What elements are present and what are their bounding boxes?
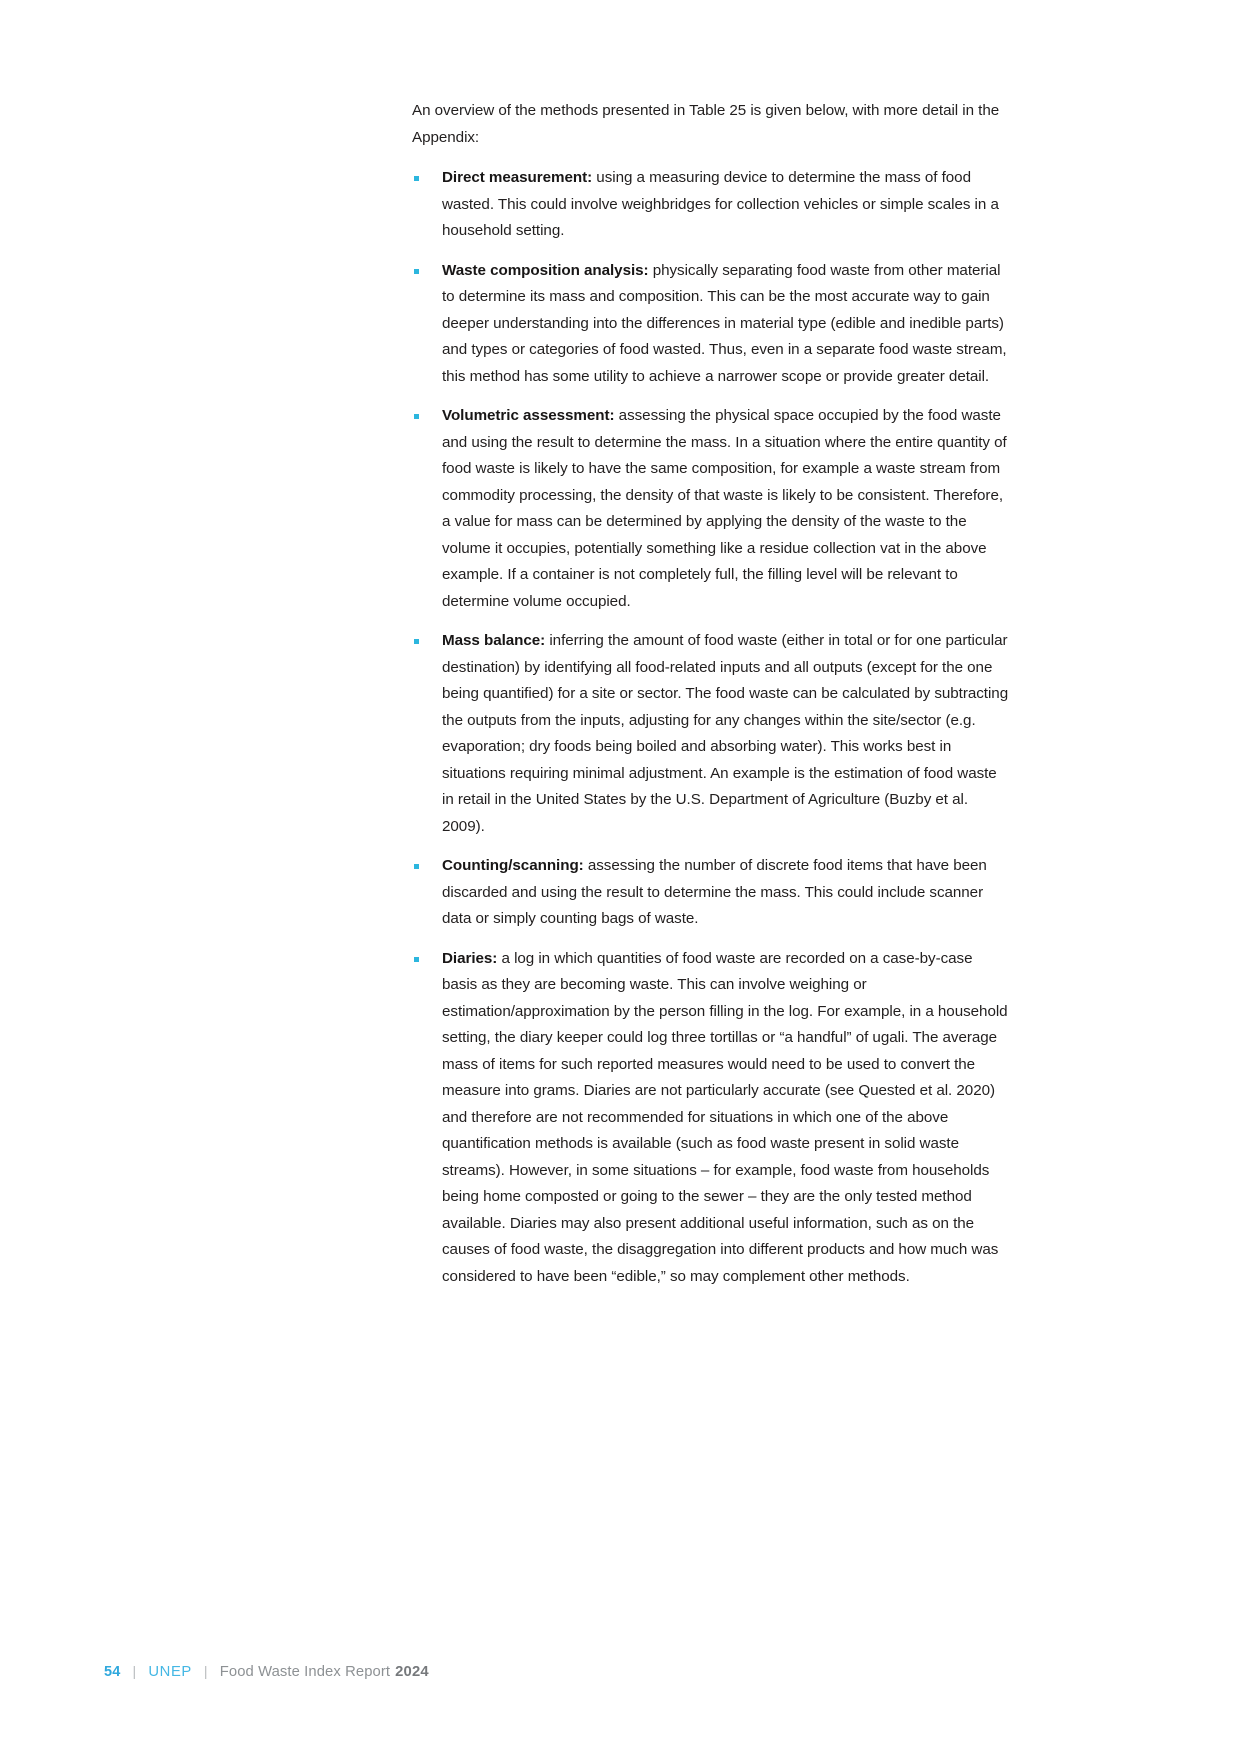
bullet-icon [414, 176, 419, 181]
footer-separator: | [203, 1663, 208, 1679]
list-item [412, 853, 1010, 933]
method-term: Diaries: [442, 949, 498, 967]
method-term: Mass balance: [442, 632, 546, 649]
bullet-icon [414, 414, 419, 419]
method-term: Waste composition analysis: [442, 261, 649, 279]
bullet-icon [414, 269, 419, 274]
method-description: physically separating food waste from other material to determine its mass and composition. This can be the most accurate way to gain deeper understanding into the differences in material type (edible and inedible parts) and types or categories of food wasted. Thus, even in a separate food waste stream, this method has some utility to achieve a narrower scope or provide greater detail. [442, 261, 1007, 385]
method-term: Direct measurement: [442, 169, 593, 186]
page-content [412, 98, 1010, 1290]
list-item [412, 165, 1010, 245]
methods-list [412, 165, 1010, 1290]
page-footer [104, 1663, 429, 1680]
method-term: Volumetric assessment: [442, 407, 615, 424]
method-term: Counting/scanning: [442, 857, 584, 874]
method-description: inferring the amount of food waste (either in total or for one particular destination) by identifying all food-related inputs and all outputs (except for the one being quantified) for a site or sector. The food waste can be calculated by subtracting the outputs from the inputs, adjusting for any changes within the site/sector (e.g. evaporation; dry foods being boiled and absorbing water). This works best in situations requiring minimal adjustment. An example is the estimation of food waste in retail in the United States by the U.S. Department of Agriculture (Buzby et al. 2009). [442, 632, 1009, 835]
list-item [412, 258, 1010, 391]
footer-organization: UNEP [148, 1664, 192, 1680]
method-description: a log in which quantities of food waste are recorded on a case-by-case basis as they are becoming waste. This can involve weighing or estimation/approximation by the person filling in the log. For example, in a household setting, the diary keeper could log three tortillas or “a handful” of ugali. The average mass of items for such reported measures would need to be used to convert the measure into grams. Diaries are not particularly accurate (see Quested et al. 2020) and therefore are not recommended for situations in which one of the above quantification methods is available (such as food waste present in solid waste streams). However, in some situations – for example, food waste from households being home composted or going to the sewer – they are the only tested method available. Diaries may also present additional useful information, such as on the causes of food waste, the disaggregation into different products and how much was considered to have been “edible,” so may complement other methods. [442, 949, 1008, 1285]
method-description: assessing the number of discrete food items that have been discarded and using the result to determine the mass. This could include scanner data or simply counting bags of waste. [442, 857, 987, 927]
bullet-icon [414, 864, 419, 869]
footer-separator: | [132, 1663, 137, 1679]
bullet-icon [414, 639, 419, 644]
footer-year: 2024 [395, 1664, 429, 1680]
list-item [412, 628, 1010, 840]
bullet-icon [414, 957, 419, 962]
method-description: assessing the physical space occupied by the food waste and using the result to determine the mass. In a situation where the entire quantity of food waste is likely to have the same composition, for example a waste stream from commodity processing, the density of that waste is likely to be consistent. Therefore, a value for mass can be determined by applying the density of the waste to the volume it occupies, potentially something like a residue collection vat in the above example. If a container is not completely full, the filling level will be relevant to determine volume occupied. [442, 407, 1007, 610]
method-description: using a measuring device to determine the mass of food wasted. This could involve weighbridges for collection vehicles or simple scales in a household setting. [442, 169, 999, 239]
footer-page-number: 54 [104, 1664, 121, 1680]
list-item [412, 403, 1010, 615]
intro-paragraph: An overview of the methods presented in Table 25 is given below, with more detail in the Appendix: [412, 102, 1000, 146]
footer-report-title: Food Waste Index Report [219, 1664, 391, 1680]
list-item [412, 946, 1010, 1291]
